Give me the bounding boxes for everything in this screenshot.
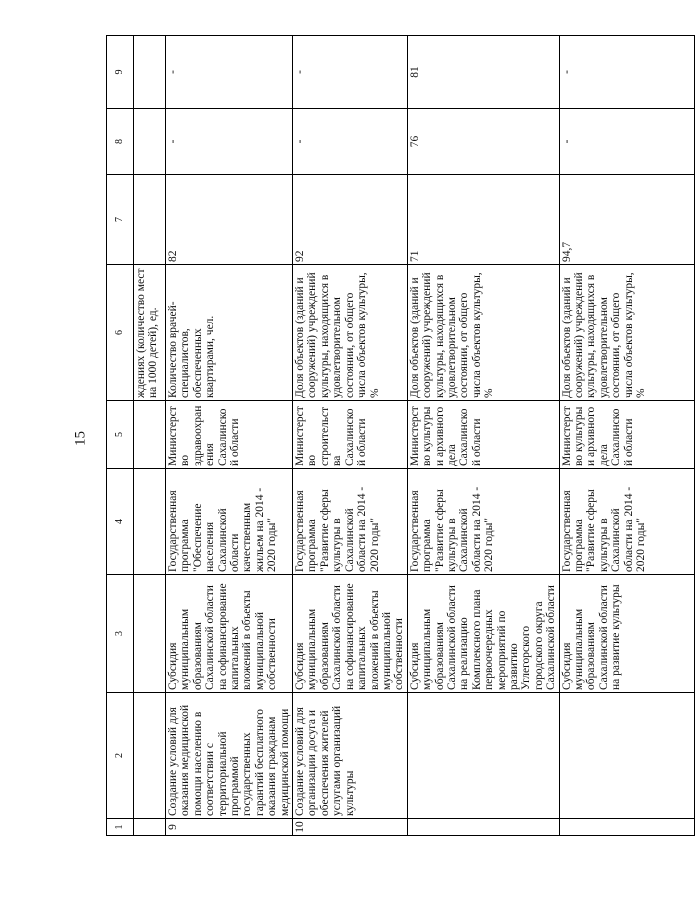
cell-indicator: Доля объектов (зданий и сооружений) учреждений культуры, находящихся в удовлетворительном состоянии, от общего числа объектов культуры, %	[559, 265, 694, 401]
header-col-7: 7	[107, 175, 134, 265]
cell-measure: Субсидия муниципальным образованиям Сахалинской области на софинансирование капитальных вложений в объекты муниципальной собственности	[293, 575, 408, 693]
header-col-3: 3	[107, 575, 134, 693]
cell-measure: Субсидия муниципальным образованиям Сахалинской области на софинансирование капитальных вложений в объекты муниципальной собственности	[166, 575, 293, 693]
cell-empty	[134, 819, 166, 836]
cell-value-7: 92	[293, 175, 408, 265]
cell-program: Государственная программа "Развитие сферы культуры в Сахалинской области на 2014 - 2020 годы"	[407, 469, 559, 575]
cell-ministry: Министерство культуры и архивного дела Сахалинской области	[559, 401, 694, 469]
cell-value-8: 76	[407, 109, 559, 175]
cell-value-9: -	[166, 36, 293, 109]
cell-indicator: Количество врачей-специалистов, обеспеченных квартирами, чел.	[166, 265, 293, 401]
page-number: 15	[72, 431, 89, 446]
cell-empty	[134, 175, 166, 265]
table-row	[293, 36, 408, 836]
cell-indicator: Доля объектов (зданий и сооружений) учреждений культуры, находящихся в удовлетворительном состоянии, от общего числа объектов культуры, %	[407, 265, 559, 401]
cell-empty	[134, 469, 166, 575]
cell-indicator: ждениях (количество мест на 1000 детей), ед.	[134, 265, 166, 401]
cell-value-8: -	[293, 109, 408, 175]
indicators-table	[106, 35, 695, 836]
cell-ministry: Министерство здравоохранения Сахалинской области	[166, 401, 293, 469]
cell-empty	[134, 36, 166, 109]
cell-goal	[559, 693, 694, 819]
cell-value-8: -	[166, 109, 293, 175]
cell-value-7: 71	[407, 175, 559, 265]
cell-measure: Субсидия муниципальным образованиям Сахалинской области на развитие культуры	[559, 575, 694, 693]
cell-empty	[134, 575, 166, 693]
cell-value-7: 82	[166, 175, 293, 265]
header-col-5: 5	[107, 401, 134, 469]
cell-empty	[134, 109, 166, 175]
cell-ministry: Министерство культуры и архивного дела Сахалинской области	[407, 401, 559, 469]
table-row	[407, 36, 559, 836]
header-col-8: 8	[107, 109, 134, 175]
cell-program: Государственная программа "Развитие сферы культуры в Сахалинской области на 2014 - 2020 годы"	[559, 469, 694, 575]
cell-row-number	[559, 819, 694, 836]
cell-row-number	[407, 819, 559, 836]
cell-value-7: 94,7	[559, 175, 694, 265]
cell-measure: Субсидия муниципальным образованиям Сахалинской области на реализацию Комплексного плана первоочередных мероприятий по развитию Углегорского городского округа Сахалинской области	[407, 575, 559, 693]
cell-value-9: 81	[407, 36, 559, 109]
table-row	[166, 36, 293, 836]
header-col-1: 1	[107, 819, 134, 836]
header-col-6: 6	[107, 265, 134, 401]
cell-empty	[134, 401, 166, 469]
cell-goal: Создание условий для оказания медицинской помощи населению в соответствии с территориальной программой государственных гарантий бесплатного оказания гражданам медицинской помощи	[166, 693, 293, 819]
cell-indicator: Доля объектов (зданий и сооружений) учреждений культуры, находящихся в удовлетворительном состоянии, от общего числа объектов культуры, %	[293, 265, 408, 401]
rotated-table-container	[106, 36, 648, 836]
header-col-2: 2	[107, 693, 134, 819]
cell-ministry: Министерство строительства Сахалинской области	[293, 401, 408, 469]
header-row	[107, 36, 134, 836]
cell-goal	[407, 693, 559, 819]
cell-program: Государственная программа "Развитие сферы культуры в Сахалинской области на 2014 - 2020 годы"	[293, 469, 408, 575]
table-row	[559, 36, 694, 836]
header-col-4: 4	[107, 469, 134, 575]
cell-value-8: -	[559, 109, 694, 175]
continuation-row	[134, 36, 166, 836]
cell-row-number: 9	[166, 819, 293, 836]
header-col-9: 9	[107, 36, 134, 109]
cell-value-9: -	[559, 36, 694, 109]
cell-row-number: 10	[293, 819, 408, 836]
cell-program: Государственная программа "Обеспечение населения Сахалинской области качественным жильем на 2014 - 2020 годы"	[166, 469, 293, 575]
cell-goal: Создание условий для организации досуга и обеспечения жителей услугами организаций культуры	[293, 693, 408, 819]
cell-value-9: -	[293, 36, 408, 109]
cell-empty	[134, 693, 166, 819]
